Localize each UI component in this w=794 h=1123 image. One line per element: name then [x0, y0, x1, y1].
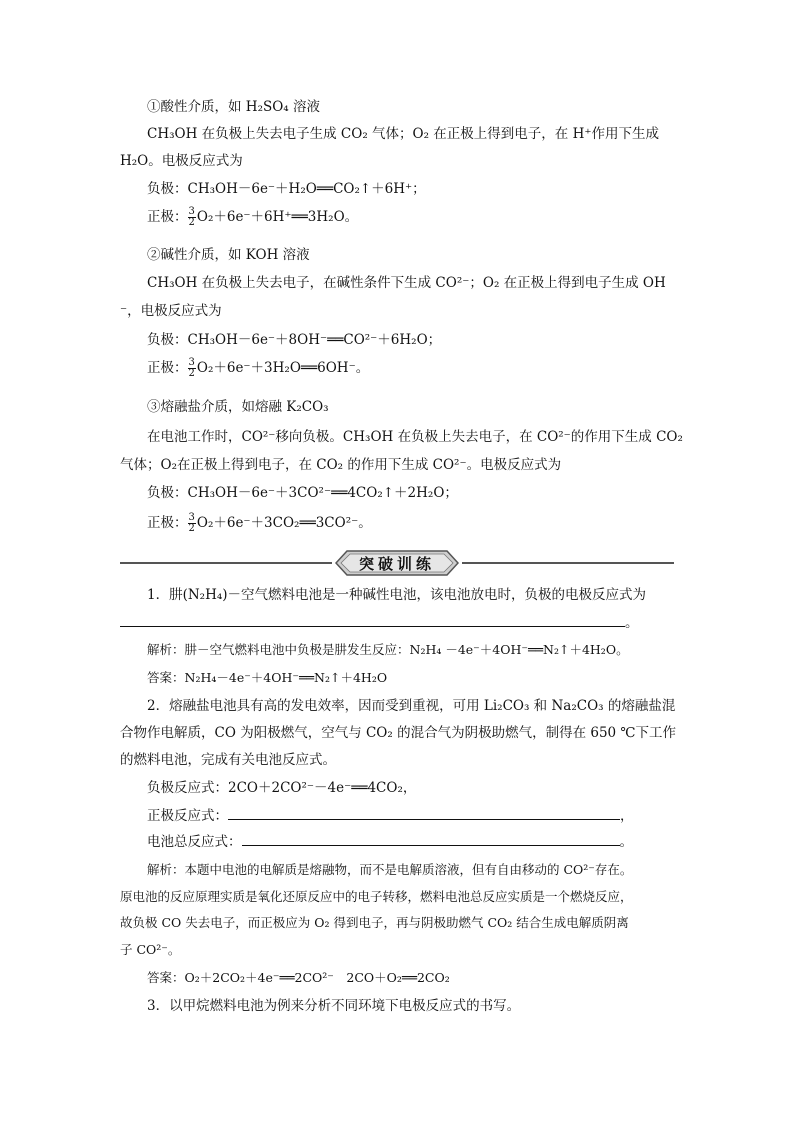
base-negative-electrode: 负极：CH₃OH－6e⁻＋8OH⁻══CO²⁻＋6H₂O； — [147, 332, 442, 348]
question-2-positive: 正极反应式： ， — [147, 808, 634, 824]
question-1-stem: 1．肼(N₂H₄)－空气燃料电池是一种碱性电池，该电池放电时，负极的电极反应式为 — [147, 587, 647, 603]
acid-positive-electrode — [147, 207, 358, 228]
melt-description-line-1: 在电池工作时，CO²⁻移向负极。CH₃OH 在负极上失去电子，在 CO²⁻的作用下生成 CO₂ — [147, 429, 683, 445]
acid-medium-title: ①酸性介质，如 H₂SO₄ 溶液 — [147, 99, 320, 115]
banner-title: 突破训练 — [358, 555, 435, 573]
fraction: $\frac{3}{2}$ — [188, 206, 195, 228]
banner-right-rule — [462, 562, 674, 564]
question-2-negative: 负极反应式：2CO＋2CO²⁻－4e⁻══4CO₂， — [147, 780, 417, 796]
question-2-answer: 答案：O₂＋2CO₂＋4e⁻══2CO²⁻ 2CO＋O₂══2CO₂ — [147, 970, 450, 985]
melt-positive-electrode — [147, 513, 372, 534]
question-2-analysis-line-1: 解析：本题中电池的电解质是熔融物，而不是电解质溶液，但有自由移动的 CO²⁻存在。 — [147, 862, 633, 877]
question-2-stem-line-1: 2．熔融盐电池具有高的发电效率，因而受到重视，可用 Li₂CO₃ 和 Na₂CO₃ 的熔融盐混 — [147, 698, 676, 714]
fraction: $\frac{3}{2}$ — [188, 512, 195, 534]
question-1-analysis: 解析：肼－空气燃料电池中负极是肼发生反应：N₂H₄ －4e⁻＋4OH⁻══N₂↑＋4H₂O。 — [147, 642, 629, 657]
question-2-stem-line-2: 合物作电解质，CO 为阳极燃气，空气与 CO₂ 的混合气为阴极助燃气，制得在 650 ℃下工作 — [120, 725, 677, 741]
base-description-line-1: CH₃OH 在负极上失去电子，在碱性条件下生成 CO²⁻；O₂ 在正极上得到电子生成 OH — [147, 275, 666, 291]
answer-blank[interactable] — [242, 832, 620, 846]
base-positive-equation: O₂＋6e⁻＋3H₂O══6OH⁻。 — [196, 360, 370, 376]
banner-left-rule — [120, 562, 332, 564]
acid-positive-equation: O₂＋6e⁻＋6H⁺══3H₂O。 — [196, 209, 359, 225]
banner-badge — [335, 550, 459, 576]
question-2-analysis-line-4: 子 CO²⁻。 — [120, 942, 181, 957]
question-1-answer-line: 。 — [120, 613, 639, 632]
base-description-line-2: ⁻，电极反应式为 — [120, 303, 222, 319]
base-positive-label: 正极： — [147, 360, 188, 376]
melt-positive-label: 正极： — [147, 515, 188, 531]
question-2-total: 电池总反应式： 。 — [147, 834, 633, 850]
question-1-answer: 答案：N₂H₄－4e⁻＋4OH⁻══N₂↑＋4H₂O — [147, 670, 388, 685]
acid-description-line-1: CH₃OH 在负极上失去电子生成 CO₂ 气体；O₂ 在正极上得到电子，在 H⁺作用下生成 — [147, 126, 659, 142]
answer-blank[interactable] — [228, 806, 620, 820]
base-positive-electrode — [147, 358, 369, 379]
acid-negative-electrode: 负极：CH₃OH－6e⁻＋H₂O══CO₂↑＋6H⁺； — [147, 181, 426, 197]
melt-negative-electrode: 负极：CH₃OH－6e⁻＋3CO²⁻══4CO₂↑＋2H₂O； — [147, 485, 458, 501]
question-2-analysis-line-3: 故负极 CO 失去电子，而正极应为 O₂ 得到电子，再与阴极助燃气 CO₂ 结合生成电解质阴离 — [120, 915, 629, 930]
fraction: $\frac{3}{2}$ — [188, 357, 195, 379]
answer-blank[interactable] — [120, 613, 625, 627]
melt-medium-title: ③熔融盐介质，如熔融 K₂CO₃ — [147, 399, 329, 415]
acid-positive-label: 正极： — [147, 209, 188, 225]
question-2-analysis-line-2: 原电池的反应原理实质是氧化还原反应中的电子转移，燃料电池总反应实质是一个燃烧反应， — [120, 889, 633, 904]
base-medium-title: ②碱性介质，如 KOH 溶液 — [147, 247, 310, 263]
melt-description-line-2: 气体；O₂在正极上得到电子，在 CO₂ 的作用下生成 CO²⁻。电极反应式为 — [120, 457, 562, 473]
section-banner — [120, 550, 674, 576]
question-2-stem-line-3: 的燃料电池，完成有关电池反应式。 — [120, 752, 336, 768]
acid-description-line-2: H₂O。电极反应式为 — [120, 153, 243, 169]
question-3-stem: 3．以甲烷燃料电池为例来分析不同环境下电极反应式的书写。 — [147, 998, 521, 1014]
melt-positive-equation: O₂＋6e⁻＋3CO₂══3CO²⁻。 — [196, 515, 372, 531]
